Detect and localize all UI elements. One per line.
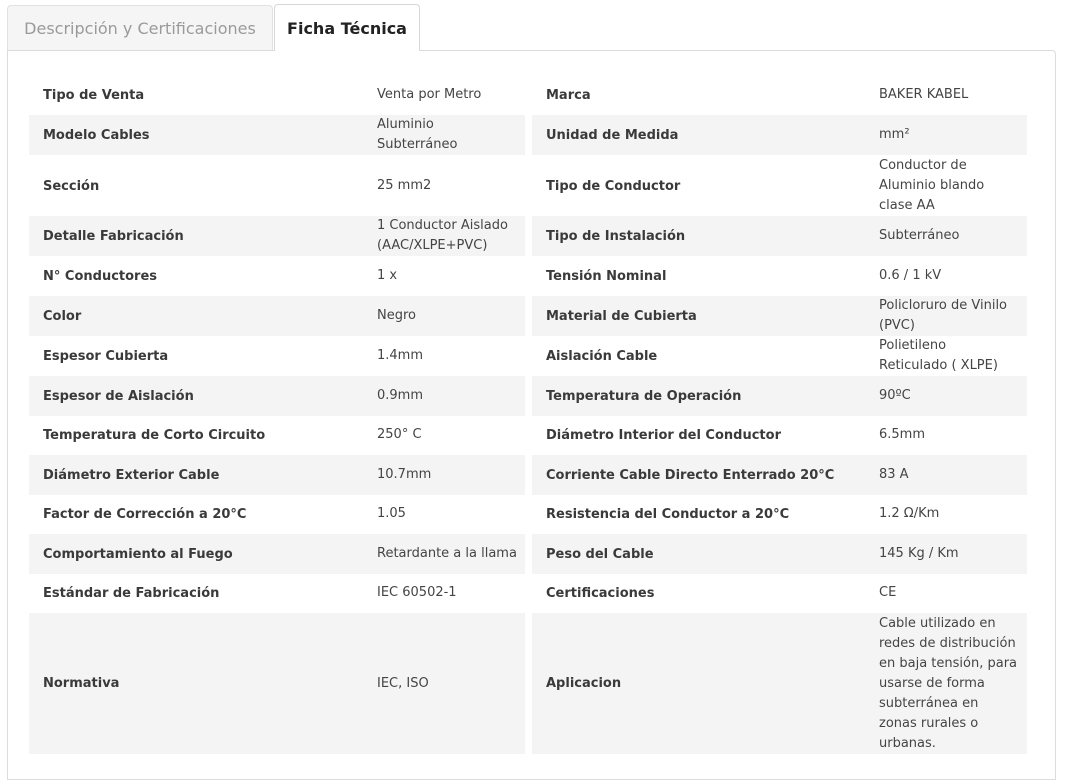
spec-row [29,216,1027,256]
spec-value: mm² [879,127,910,142]
spec-value: 1.2 Ω/Km [879,506,940,521]
spec-value: 250° C [377,427,422,442]
spec-row [29,455,1027,495]
spec-row [29,494,1027,534]
spec-label: Estándar de Fabricación [43,585,220,601]
spec-value: Polietileno Reticulado ( XLPE) [879,338,998,373]
spec-value: IEC 60502-1 [377,585,457,600]
spec-value: Cable utilizado en redes de distribución en baja tensión, para usarse de forma subterránea en zonas rurales o urbanas. [879,615,1018,751]
spec-label: Tensión Nominal [546,268,667,284]
spec-value: Venta por Metro [377,87,482,102]
spec-value: 1.4mm [377,348,424,363]
spec-label: Corriente Cable Directo Enterrado 20°C [546,467,835,483]
spec-row [29,296,1027,336]
spec-label: Aplicacion [546,676,622,691]
spec-value: Subterráneo [879,228,960,243]
spec-value: Negro [377,308,416,323]
spec-row [29,336,1027,376]
spec-value: Policloruro de Vinilo (PVC) [879,298,1008,333]
spec-row [29,613,1027,754]
spec-row [29,115,1027,155]
spec-label: Modelo Cables [43,127,150,143]
tab-descripcion[interactable]: Descripción y Certificaciones [7,5,273,51]
spec-label: Diámetro Exterior Cable [43,467,220,483]
spec-value: 0.6 / 1 kV [879,268,942,283]
spec-label: Sección [43,178,100,194]
spec-row [29,256,1027,296]
spec-label: Unidad de Medida [546,127,679,143]
tab-ficha-tecnica[interactable]: Ficha Técnica [274,4,420,51]
spec-row [29,534,1027,574]
spec-label: Normativa [43,676,120,691]
spec-label: Detalle Fabricación [43,228,184,244]
spec-value: 1 x [377,268,398,283]
spec-row [29,156,1027,216]
spec-value: CE [879,585,897,600]
spec-value: 90ºC [879,388,911,403]
spec-value: Retardante a la llama [377,546,517,561]
spec-row [29,573,1027,613]
spec-row [29,376,1027,416]
spec-value: 6.5mm [879,427,926,442]
spec-row [29,75,1027,115]
spec-label: Comportamiento al Fuego [43,546,233,562]
spec-label: Marca [546,87,591,103]
spec-label: Tipo de Instalación [546,228,686,244]
spec-value: 0.9mm [377,388,424,403]
spec-label: Espesor Cubierta [43,348,169,364]
spec-value: 83 A [879,467,909,482]
spec-value: BAKER KABEL [879,87,969,102]
spec-label: Tipo de Conductor [546,178,681,194]
spec-label: Peso del Cable [546,546,654,562]
spec-label: Factor de Corrección a 20°C [43,506,247,522]
spec-value: 145 Kg / Km [879,546,959,561]
spec-value: 1.05 [377,506,406,521]
spec-label: Temperatura de Corto Circuito [43,427,266,443]
spec-row [29,415,1027,455]
spec-label: Certificaciones [546,585,655,601]
spec-value: Conductor de Aluminio blando clase AA [879,158,985,213]
spec-label: Temperatura de Operación [546,388,742,404]
spec-label: Tipo de Venta [43,87,145,103]
spec-value: 1 Conductor Aislado (AAC/XLPE+PVC) [377,218,508,253]
spec-value: 10.7mm [377,467,432,482]
spec-label: N° Conductores [43,268,158,284]
spec-label: Color [43,308,82,324]
spec-value: 25 mm2 [377,178,432,193]
spec-label: Diámetro Interior del Conductor [546,427,781,443]
spec-value: Aluminio Subterráneo [377,117,458,152]
spec-label: Aislación Cable [546,348,658,364]
spec-label: Material de Cubierta [546,308,697,324]
spec-label: Espesor de Aislación [43,388,194,404]
spec-value: IEC, ISO [377,675,429,691]
spec-label: Resistencia del Conductor a 20°C [546,506,790,522]
